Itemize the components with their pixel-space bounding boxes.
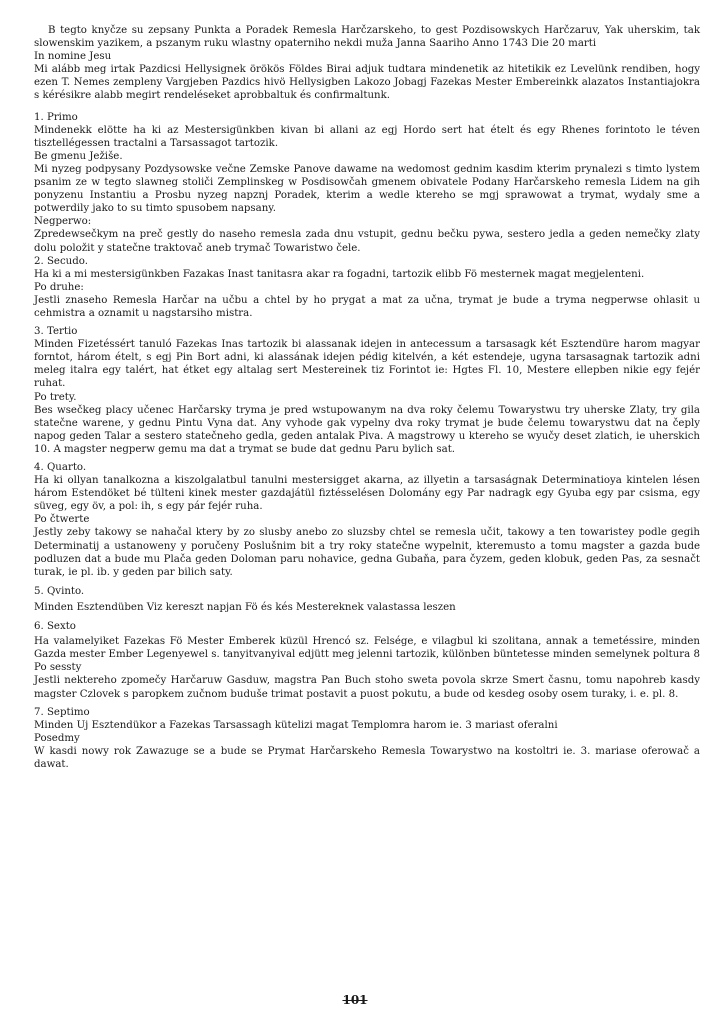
section-hungarian-text: Ha valamelyiket Fazekas Fö Mester Emberek küzül Hrencó sz. Felsége, e vilagbul ki szolitana, annak a temetéssire, minden Gazda mester Ember Legenyewel s. tanyitvanyival edjütt meg jelenni tartozik, különben büntetesse minden semelynek poltura 8 — [34, 636, 700, 661]
section-hungarian-text: Ha ki ollyan tanalkozna a kiszolgalatbul tanulni mestersigget akarna, az illyetin a tarsaságnak Determinatioya kintelen lésen három Estendöket bé tülteni kinek mester gazdajátül fiztésselésen Dolomány egy Par nadragk egy Gyuba egy par csisma, egy süveg, egy öv, a pol: ih, s egy pár fejér ruha. — [34, 475, 700, 513]
section-slovak-text: Jestly zeby takowy se nahačal ktery by zo slusby anebo zo sluzsby chtel se remesla učit, takowy a ten towaristey podle gegih Determinatij a ustanoweny y poručeny Poslušnim bit a try roky statečne wypelnit, kteremusto a tomu magster a gazda bude podluzen dat a bude mu Plača geden Doloman paru nohavice, gedna Gubaňa, para čyzem, geden klobuk, geden Pas, za sesnačt turak, ie pl. ib. y geden par bilich saty. — [34, 527, 700, 578]
section-slovak-heading: Be gmenu Ježiše. — [34, 150, 123, 162]
section-slovak-subtext: Zpredewsečkym na preč gestly do naseho remesla zada dnu vstupit, gednu bečku pywa, sestero jedla a geden nemečky zlaty dolu položit y statečne traktovač aneb trymač Towaristwo čele. — [34, 229, 700, 254]
intro-slovak-paragraph: B tegto knyčze su zepsany Punkta a Poradek Remesla Harčzarskeho, to gest Pozdisowskych Harčzaruv, Yak uherskim, tak slowenskim yazikem, a pszanym ruku wlastny opaterniho nekdi muža Janna Saariho Anno 1743 Die 20 marti — [34, 25, 700, 50]
section-6 — [34, 620, 700, 701]
section-2 — [34, 255, 700, 320]
intro-nomine: In nomine Jesu — [34, 51, 112, 63]
section-slovak-subheading: Negperwo: — [34, 216, 92, 228]
section-slovak-heading: Po čtwerte — [34, 514, 90, 526]
section-heading: 3. Tertio — [34, 326, 78, 338]
section-heading: 5. Qvinto. — [34, 585, 85, 597]
section-slovak-text: Jestli nektereho zpomečy Harčaruw Gasduw, magstra Pan Buch stoho sweta povola skrze Smert časnu, tomu napohreb kasdy magster Czlovek s paropkem zučnom buduše trimat postavit a puost pokutu, a bude od kesdeg osoby osem turaky, i. e. pl. 8. — [34, 675, 700, 700]
section-heading: 1. Primo — [34, 111, 78, 123]
section-7 — [34, 706, 700, 771]
intro-hungarian-paragraph: Mi alább meg irtak Pazdicsi Hellysignek örökös Földes Birai adjuk tudtara mindenetik az hitetikik ez Levelünk rendiben, hogy ezen T. Nemes zempleny Vargjeben Pazdics hivö Hellysigben Lakozo Jobagj Fazekas Mester Embereinkk alazatos Instantiajokra s kérésikre alabb megirt rendeléseket aprobbaltuk és confirmaltunk. — [34, 64, 700, 102]
section-slovak-text: W kasdi nowy rok Zawazuge se a bude se Prymat Harčarskeho Remesla Towarystwo na kostoltri ie. 3. mariase oferowač a dawat. — [34, 745, 700, 770]
section-hungarian-text: Minden Fizetéssért tanuló Fazekas Inas tartozik bi alassanak idejen in antecessum a tarsasagk két Esztendüre harom magyar forntot, három ételt, s egj Pin Bort adni, ki alassának idejen pédig kitelvén, a két estendeje, ugyna tarsasagnak tartozik adni meleg italra egy talért, hat étket egy altalag sert Mestereinek tiz Forintot ie: Hgtes Fl. 10, Mestere ellepben nikie egy fejér ruhat. — [34, 339, 700, 390]
section-hungarian-text: Ha ki a mi mestersigünkben Fazakas Inast tanitasra akar ra fogadni, tartozik elibb Fö mesternek magat megjelenteni. — [34, 268, 645, 280]
intro-block — [34, 24, 700, 103]
section-hungarian-text: Mindenekk elötte ha ki az Mestersigünkben kivan bi allani az egj Hordo sert hat ételt és egy Rhenes forintoto le téven tisztellégessen tractalni a Tarsassagot tartozik. — [34, 124, 700, 149]
section-heading: 4. Quarto. — [34, 462, 87, 473]
section-slovak-text: Mi nyzeg podpysany Pozdysowske večne Zemske Panove dawame na wedomost gednim kasdim kterim prynalezi s timto lystem psanim ze w tegto slawneg stoliči Zemplinskeg w Posdisowčah gmenem obivatele Podany Harčarskeho remesla Lidem na gih ponyzenu Instantiu a Prosbu nyzeg napznj Poradek, kterim a wedle ktereho se mgj sprawowat a trymat, wydaly sme a potwerdily jako to su timto spusobem napsany. — [34, 163, 700, 215]
section-slovak-heading: Po sessty — [34, 662, 82, 674]
section-heading: 7. Septimo — [34, 706, 90, 718]
section-3 — [34, 325, 700, 456]
section-5 — [34, 585, 700, 614]
section-4 — [34, 461, 700, 579]
section-hungarian-text: Minden Esztendüben Viz kereszt napjan Fö és kés Mestereknek valastassa leszen — [34, 601, 456, 613]
section-heading: 6. Sexto — [34, 621, 76, 633]
section-slovak-heading: Po trety. — [34, 391, 77, 403]
page-number: 101 — [342, 993, 368, 1007]
section-slovak-text: Bes wsečkeg placy učenec Harčarsky tryma je pred wstupowanym na dva roky čelemu Towarystwu try uherske Zlaty, try gila statečne warene, y gednu Pintu Vyna dat. Any vyhode gak vypelny dva roky trymat je bude čelemu towarystwu dat na čeply napog geden Talar a sestero statečneho gedla, geden antalak Piva. A magstrowy u ktereho se wyučy deset zlatich, ie uherskich 10. A magster negperw gemu ma dat a trymat se bude dat gednu Paru bylich sat. — [34, 404, 700, 455]
section-hungarian-text: Minden Uj Esztendükor a Fazekas Tarsassagh kütelizi magat Templomra harom ie. 3 mariast oferalni — [34, 719, 558, 731]
section-slovak-heading: Po druhe: — [34, 281, 84, 293]
section-slovak-heading: Posedmy — [34, 732, 80, 744]
section-1 — [34, 111, 700, 255]
section-slovak-text: Jestli znaseho Remesla Harčar na učbu a chtel by ho prygat a mat za učna, trymat je bude a tryma negperwse ohlasit u cehmistra a oznamit u nagstarsiho mistra. — [34, 294, 700, 319]
section-heading: 2. Secudo. — [34, 255, 88, 267]
